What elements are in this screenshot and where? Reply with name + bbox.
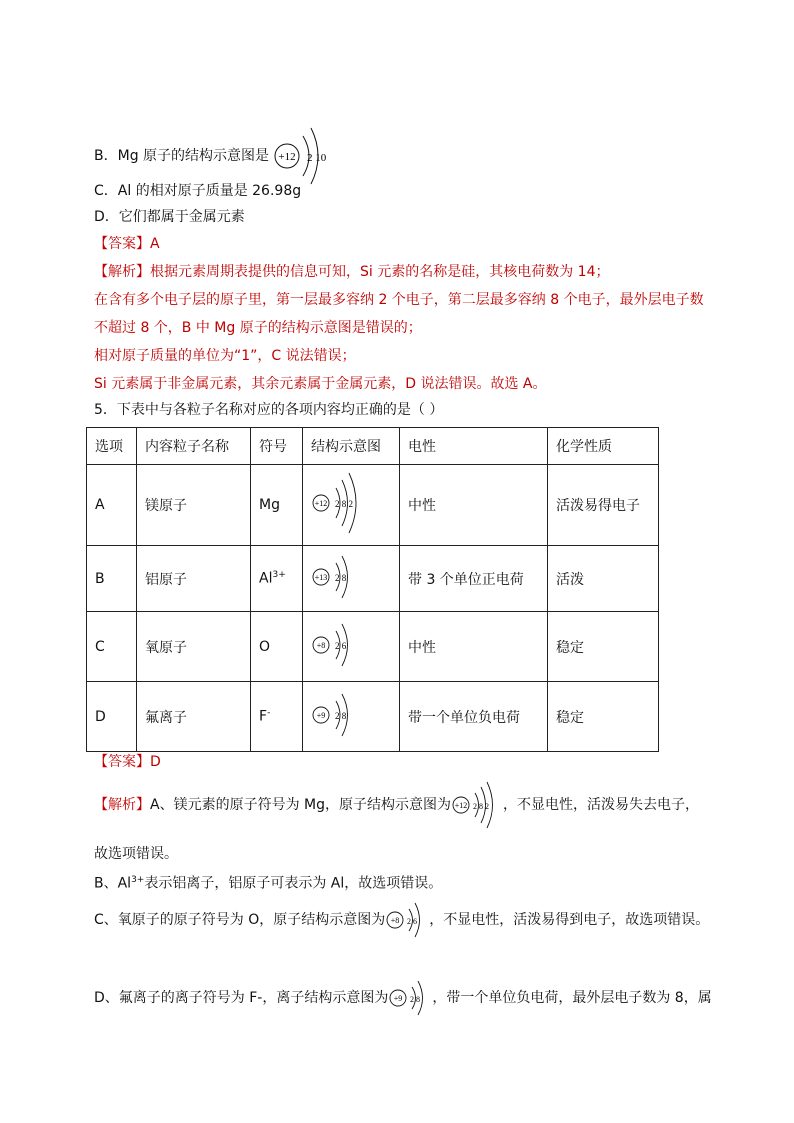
header-property: 化学性质 [548, 428, 659, 465]
table-header-row [87, 428, 659, 465]
al-structure-diagram [311, 552, 361, 602]
cell-option: D [87, 682, 137, 752]
analysis-1-line-5: Si 元素属于非金属元素，其余元素属于金属元素，D 说法错误。故选 A。 [94, 376, 547, 392]
symbol-text: F [259, 708, 268, 725]
analysis-1-tag: 【解析】 [94, 264, 150, 280]
diagram-shells: 2 8 [335, 572, 347, 583]
cell-symbol: O [251, 612, 303, 682]
diagram-shells: 2 8 [335, 710, 347, 721]
table-row [87, 465, 659, 546]
table-row [87, 612, 659, 682]
f-ion-inline-diagram [388, 978, 432, 1018]
answer-2-value: D [150, 754, 161, 770]
mg-inline-diagram [451, 781, 503, 829]
particle-table [86, 427, 659, 752]
option-d: D．它们都属于金属元素 [94, 209, 245, 225]
analysis-2-b [94, 870, 442, 894]
analysis-1-line-4: 相对原子质量的单位为“1”，C 说法错误； [94, 348, 356, 364]
cell-property: 稳定 [548, 682, 659, 752]
cell-property: 活泼易得电子 [548, 465, 659, 546]
cell-charge: 带一个单位负电荷 [400, 682, 548, 752]
analysis-2-c-part-2: ，不显电性，活泼易得到电子，故选项错误。 [429, 912, 710, 928]
diagram-nucleus: +12 [454, 801, 468, 810]
answer-1-tag: 【答案】 [94, 236, 150, 252]
option-b-prefix: B． [94, 148, 118, 164]
diagram-shells: 2 6 [407, 917, 418, 926]
table-row [87, 546, 659, 612]
cell-name: 铝原子 [137, 546, 251, 612]
f-ion-structure-diagram [311, 690, 361, 740]
mg-structure-diagram-large [273, 124, 335, 188]
analysis-2-a-part-1: A、镁元素的原子符号为 Mg，原子结构示意图为 [150, 797, 451, 813]
cell-property: 活泼 [548, 546, 659, 612]
symbol-superscript: 3+ [272, 570, 286, 581]
o-structure-diagram [311, 620, 361, 670]
diagram-nucleus: +12 [314, 499, 328, 508]
mg-structure-diagram [311, 470, 371, 536]
analysis-2-d [94, 978, 712, 1018]
analysis-1-line-1 [94, 262, 610, 282]
cell-diagram [303, 546, 400, 612]
analysis-2-b-sup: 3+ [131, 875, 145, 885]
diagram-nucleus: +9 [316, 710, 326, 720]
answer-1-value: A [150, 236, 160, 252]
diagram-nucleus: +13 [314, 572, 328, 582]
cell-symbol [251, 682, 303, 752]
analysis-2-b-post: 表示铝离子，铝原子可表示为 Al，故选项错误。 [144, 875, 443, 892]
diagram-nucleus: +12 [278, 151, 297, 163]
analysis-2-c-part-1: C、氧原子的原子符号为 O，原子结构示意图为 [94, 912, 386, 928]
symbol-text: Al [259, 570, 273, 587]
analysis-1-line-3: 不超过 8 个，B 中 Mg 原子的结构示意图是错误的； [94, 320, 422, 336]
diagram-shells: 2 8 2 [473, 802, 489, 811]
analysis-1-line-2: 在含有多个电子层的原子里，第一层最多容纳 2 个电子，第二层最多容纳 8 个电子，最外层电子数 [94, 292, 704, 308]
analysis-2-a [94, 781, 699, 829]
cell-name: 氟离子 [137, 682, 251, 752]
header-charge: 电性 [400, 428, 548, 465]
o-inline-diagram [385, 900, 429, 940]
analysis-2-b-pre: B、Al [94, 875, 132, 892]
diagram-nucleus: +8 [390, 916, 400, 925]
cell-charge: 带 3 个单位正电荷 [400, 546, 548, 612]
cell-property: 稳定 [548, 612, 659, 682]
diagram-shells: 2 10 [307, 152, 327, 164]
analysis-2-d-part-2: ，带一个单位负电荷，最外层电子数为 8，属 [432, 990, 712, 1006]
answer-2 [94, 752, 161, 772]
cell-diagram [303, 612, 400, 682]
analysis-2-tag: 【解析】 [94, 797, 150, 813]
cell-option: A [87, 465, 137, 546]
answer-1 [94, 234, 160, 254]
diagram-shells: 2 6 [335, 640, 347, 651]
diagram-nucleus: +8 [316, 640, 326, 650]
analysis-2-a-cont: 故选项错误。 [94, 846, 178, 862]
analysis-2-c [94, 900, 709, 940]
cell-diagram [303, 682, 400, 752]
cell-name: 氧原子 [137, 612, 251, 682]
diagram-shells: 2 8 2 [335, 499, 353, 509]
answer-2-tag: 【答案】 [94, 754, 150, 770]
option-b [94, 124, 335, 188]
cell-option: B [87, 546, 137, 612]
header-name: 内容粒子名称 [137, 428, 251, 465]
analysis-2-d-part-1: D、氟离子的离子符号为 F-，离子结构示意图为 [94, 990, 389, 1006]
diagram-nucleus: +9 [394, 994, 403, 1003]
cell-diagram [303, 465, 400, 546]
option-b-text: Mg 原子的结构示意图是 [117, 148, 270, 164]
table-row [87, 682, 659, 752]
cell-charge: 中性 [400, 465, 548, 546]
header-option: 选项 [87, 428, 137, 465]
symbol-superscript: - [267, 708, 271, 719]
question-5: 5．下表中与各粒子名称对应的各项内容均正确的是（ ） [94, 402, 444, 418]
analysis-1-text-1: 根据元素周期表提供的信息可知，Si 元素的名称是硅，其核电荷数为 14； [150, 264, 610, 280]
analysis-2-a-part-2: ，不显电性，活泼易失去电子， [503, 797, 699, 813]
cell-symbol [251, 546, 303, 612]
diagram-shells: 2 8 [410, 995, 421, 1004]
header-diagram: 结构示意图 [303, 428, 400, 465]
header-symbol: 符号 [251, 428, 303, 465]
cell-charge: 中性 [400, 612, 548, 682]
option-c: C．Al 的相对原子质量是 26.98g [94, 183, 302, 199]
cell-option: C [87, 612, 137, 682]
cell-name: 镁原子 [137, 465, 251, 546]
cell-symbol: Mg [251, 465, 303, 546]
